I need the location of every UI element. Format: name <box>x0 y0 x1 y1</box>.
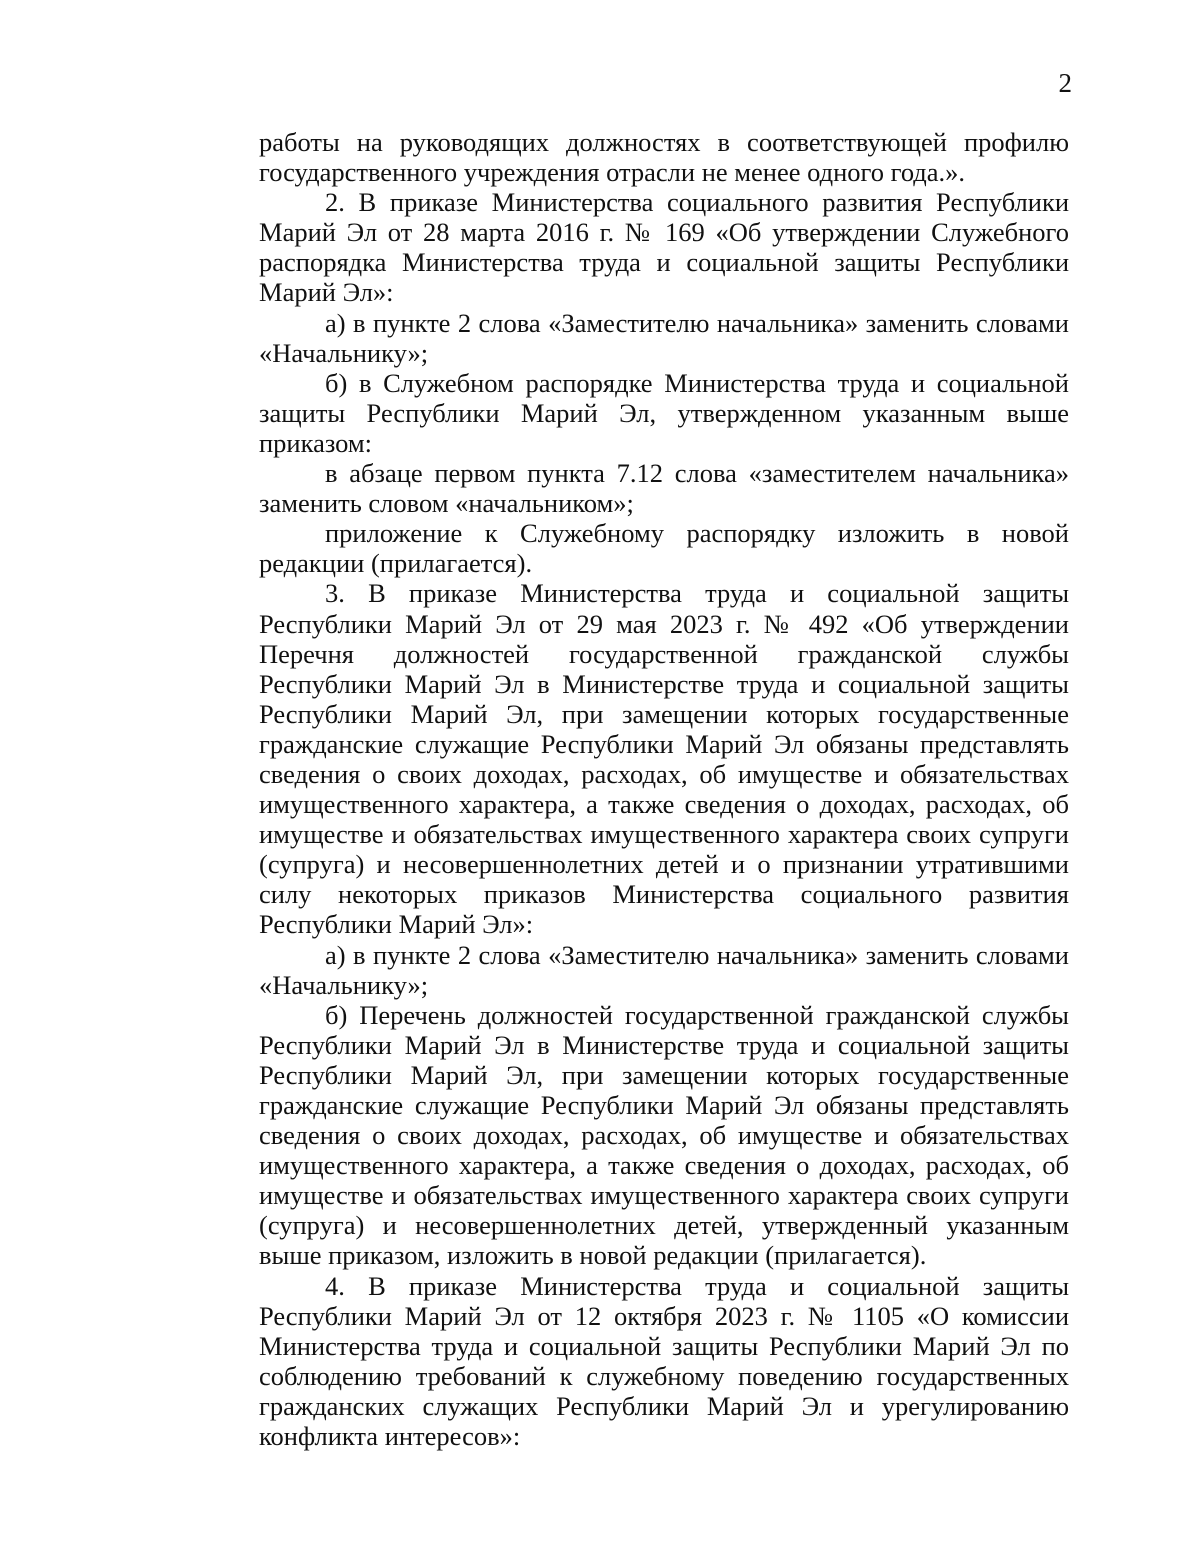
paragraph: б) в Служебном распорядке Министерства труда и социальной защиты Республики Марий Эл, утвержденном указанным выше приказом: <box>259 367 1069 458</box>
paragraph: 2. В приказе Министерства социального развития Республики Марий Эл от 28 марта 2016 г. № 169 «Об утверждении Служебного распорядка Министерства труда и социальной защиты Республики Марий Эл»: <box>259 187 1069 308</box>
paragraph: 4. В приказе Министерства труда и социальной защиты Республики Марий Эл от 12 октября 2023 г. № 1105 «О комиссии Министерства труда и социальной защиты Республики Марий Эл по соблюдению требований к служебному поведению государственных гражданских служащих Республики Марий Эл и урегулированию конфликта интересов»: <box>259 1270 1069 1452</box>
paragraph: а) в пункте 2 слова «Заместителю начальника» заменить словами «Начальнику»; <box>259 939 1069 1000</box>
paragraph: в абзаце первом пункта 7.12 слова «заместителем начальника» заменить словом «начальником»; <box>259 458 1069 519</box>
paragraph: работы на руководящих должностях в соответствующей профилю государственного учреждения отрасли не менее одного года.». <box>259 127 1069 188</box>
paragraph: 3. В приказе Министерства труда и социальной защиты Республики Марий Эл от 29 мая 2023 г. № 492 «Об утверждении Перечня должностей государственной гражданской службы Республики Марий Эл в Министерстве труда и социальной защиты Республики Марий Эл, при замещении которых государственные гражданские служащие Республики Марий Эл обязаны представлять сведения о своих доходах, расходах, об имуществе и обязательствах имущественного характера, а также сведения о доходах, расходах, об имуществе и обязательствах имущественного характера своих супруги (супруга) и несовершеннолетних детей и о признании утратившими силу некоторых приказов Министерства социального развития Республики Марий Эл»: <box>259 578 1069 940</box>
page-number: 2 <box>1058 68 1072 98</box>
paragraph: б) Перечень должностей государственной гражданской службы Республики Марий Эл в Министерстве труда и социальной защиты Республики Марий Эл, при замещении которых государственные гражданские служащие Республики Марий Эл обязаны представлять сведения о своих доходах, расходах, об имуществе и обязательствах имущественного характера, а также сведения о доходах, расходах, об имуществе и обязательствах имущественного характера своих супруги (супруга) и несовершеннолетних детей, утвержденный указанным выше приказом, изложить в новой редакции (прилагается). <box>259 999 1069 1271</box>
paragraph: приложение к Служебному распорядку изложить в новой редакции (прилагается). <box>259 518 1069 579</box>
document-body <box>259 127 1069 1451</box>
paragraph: а) в пункте 2 слова «Заместителю начальника» заменить словами «Начальнику»; <box>259 307 1069 368</box>
